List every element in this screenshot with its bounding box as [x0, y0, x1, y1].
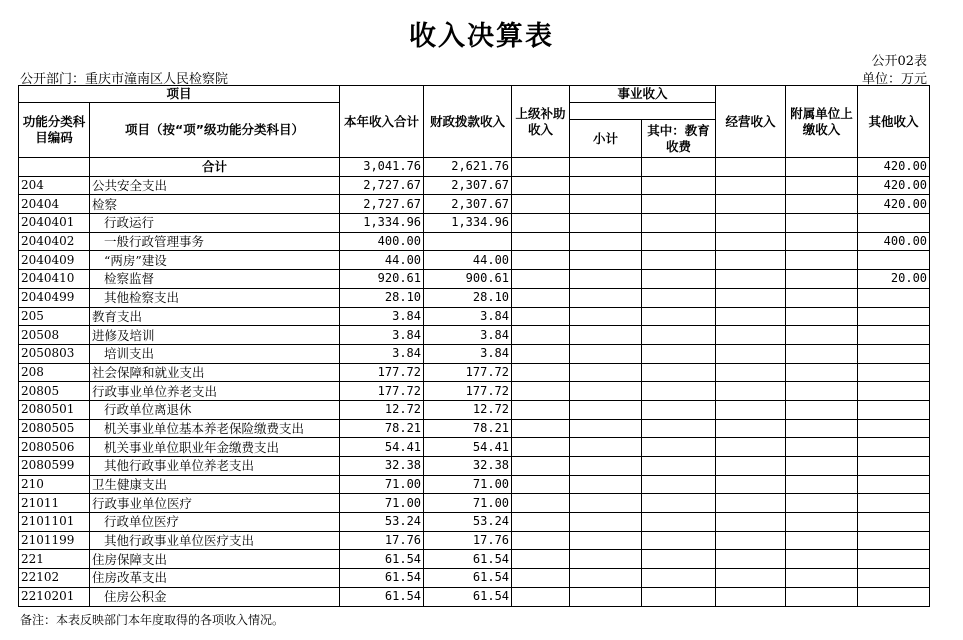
table-row: [19, 400, 930, 419]
cell-total: 61.54: [340, 550, 424, 569]
cell-biz: [570, 494, 642, 513]
cell-name: 卫生健康支出: [90, 475, 340, 494]
cell-aff: [786, 176, 858, 195]
table-body: [19, 158, 930, 607]
cell-total: 3.84: [340, 307, 424, 326]
cell-name: 行政事业单位养老支出: [90, 382, 340, 401]
cell-other: [858, 251, 930, 270]
table-row: [19, 494, 930, 513]
header-other: 其他收入: [858, 86, 930, 158]
cell-code: 2050803: [19, 344, 90, 363]
cell-op: [716, 494, 786, 513]
cell-name: “两房”建设: [90, 251, 340, 270]
cell-superior: [512, 382, 570, 401]
table-row: [19, 326, 930, 345]
cell-other: 20.00: [858, 270, 930, 289]
cell-other: [858, 344, 930, 363]
cell-biz: [570, 382, 642, 401]
cell-aff: [786, 569, 858, 588]
cell-fiscal: 61.54: [424, 569, 512, 588]
cell-fiscal: 177.72: [424, 363, 512, 382]
cell-superior: [512, 587, 570, 606]
cell-code: 2080505: [19, 419, 90, 438]
cell-biz: [570, 288, 642, 307]
cell-other: [858, 438, 930, 457]
cell-name: 教育支出: [90, 307, 340, 326]
table-row: [19, 176, 930, 195]
cell-edu: [642, 400, 716, 419]
cell-aff: [786, 344, 858, 363]
cell-fiscal: 3.84: [424, 326, 512, 345]
cell-name: 检察监督: [90, 270, 340, 289]
cell-total: 44.00: [340, 251, 424, 270]
cell-name: 其他检察支出: [90, 288, 340, 307]
table-row: [19, 550, 930, 569]
cell-superior: [512, 363, 570, 382]
cell-aff: [786, 494, 858, 513]
cell-name: 其他行政事业单位医疗支出: [90, 531, 340, 550]
cell-total: 1,334.96: [340, 214, 424, 233]
cell-superior: [512, 531, 570, 550]
cell-edu: [642, 531, 716, 550]
cell-total: 17.76: [340, 531, 424, 550]
cell-other: [858, 457, 930, 476]
cell-biz: [570, 400, 642, 419]
cell-superior: [512, 550, 570, 569]
cell-other: [858, 494, 930, 513]
cell-op: [716, 307, 786, 326]
footnote: 备注：本表反映部门本年度取得的各项收入情况。: [20, 613, 285, 627]
cell-superior: [512, 569, 570, 588]
table-row: [19, 270, 930, 289]
cell-fiscal: 1,334.96: [424, 214, 512, 233]
cell-op: [716, 400, 786, 419]
page-title: 收入决算表: [409, 21, 554, 52]
header-business-subtotal: 小计: [570, 120, 642, 158]
cell-edu: [642, 382, 716, 401]
cell-superior: [512, 288, 570, 307]
cell-aff: [786, 307, 858, 326]
cell-biz: [570, 531, 642, 550]
cell-biz: [570, 270, 642, 289]
cell-other: [858, 419, 930, 438]
cell-op: [716, 475, 786, 494]
cell-other: 420.00: [858, 176, 930, 195]
cell-aff: [786, 419, 858, 438]
cell-total: 32.38: [340, 457, 424, 476]
cell-fiscal: 12.72: [424, 400, 512, 419]
cell-total: 61.54: [340, 569, 424, 588]
cell-name: 其他行政事业单位养老支出: [90, 457, 340, 476]
cell-op: [716, 438, 786, 457]
cell-other: 400.00: [858, 232, 930, 251]
cell-edu: [642, 176, 716, 195]
cell-fiscal: 900.61: [424, 270, 512, 289]
cell-total: 71.00: [340, 475, 424, 494]
cell-superior: [512, 158, 570, 177]
cell-op: [716, 419, 786, 438]
cell-other: [858, 307, 930, 326]
table-row: [19, 457, 930, 476]
cell-total: 3.84: [340, 326, 424, 345]
cell-total: 3.84: [340, 344, 424, 363]
cell-op: [716, 326, 786, 345]
cell-name: 检察: [90, 195, 340, 214]
cell-code: 2040401: [19, 214, 90, 233]
header-business-group: 事业收入: [570, 86, 716, 103]
cell-biz: [570, 214, 642, 233]
cell-edu: [642, 513, 716, 532]
cell-other: [858, 531, 930, 550]
table-row: [19, 513, 930, 532]
cell-aff: [786, 288, 858, 307]
cell-edu: [642, 214, 716, 233]
cell-code: 2080506: [19, 438, 90, 457]
cell-fiscal: 177.72: [424, 382, 512, 401]
cell-code: 21011: [19, 494, 90, 513]
cell-biz: [570, 176, 642, 195]
cell-biz: [570, 513, 642, 532]
department-label: 公开部门：重庆市潼南区人民检察院: [20, 72, 229, 87]
cell-superior: [512, 176, 570, 195]
cell-biz: [570, 326, 642, 345]
cell-op: [716, 270, 786, 289]
cell-total: 28.10: [340, 288, 424, 307]
cell-aff: [786, 382, 858, 401]
table-row: [19, 195, 930, 214]
cell-fiscal: 53.24: [424, 513, 512, 532]
cell-edu: [642, 288, 716, 307]
cell-fiscal: 2,307.67: [424, 176, 512, 195]
header-operating: 经营收入: [716, 86, 786, 158]
cell-total: 2,727.67: [340, 176, 424, 195]
cell-fiscal: 61.54: [424, 550, 512, 569]
cell-fiscal: 54.41: [424, 438, 512, 457]
cell-superior: [512, 251, 570, 270]
cell-total: 177.72: [340, 363, 424, 382]
cell-biz: [570, 419, 642, 438]
cell-total: 920.61: [340, 270, 424, 289]
cell-superior: [512, 307, 570, 326]
cell-code: 204: [19, 176, 90, 195]
header-business-edu: 其中：教育收费: [642, 120, 716, 158]
cell-superior: [512, 494, 570, 513]
cell-edu: [642, 438, 716, 457]
cell-aff: [786, 195, 858, 214]
cell-edu: [642, 270, 716, 289]
cell-op: [716, 457, 786, 476]
cell-aff: [786, 475, 858, 494]
cell-fiscal: 2,621.76: [424, 158, 512, 177]
cell-code: 210: [19, 475, 90, 494]
cell-aff: [786, 531, 858, 550]
cell-fiscal: 17.76: [424, 531, 512, 550]
cell-other: [858, 400, 930, 419]
table-row: [19, 419, 930, 438]
cell-code: 2040410: [19, 270, 90, 289]
cell-code: 20805: [19, 382, 90, 401]
cell-op: [716, 288, 786, 307]
cell-code: 2101199: [19, 531, 90, 550]
cell-op: [716, 550, 786, 569]
cell-other: [858, 288, 930, 307]
header-affiliated: 附属单位上缴收入: [786, 86, 858, 158]
cell-code: 221: [19, 550, 90, 569]
income-table: [18, 85, 930, 607]
cell-name: 行政单位离退休: [90, 400, 340, 419]
cell-other: [858, 382, 930, 401]
cell-other: [858, 550, 930, 569]
cell-edu: [642, 363, 716, 382]
table-row: [19, 363, 930, 382]
cell-code: 2210201: [19, 587, 90, 606]
cell-op: [716, 531, 786, 550]
unit-label: 单位：万元: [861, 72, 927, 87]
table-row: [19, 531, 930, 550]
cell-edu: [642, 457, 716, 476]
table-row: [19, 232, 930, 251]
cell-superior: [512, 438, 570, 457]
cell-superior: [512, 232, 570, 251]
cell-biz: [570, 344, 642, 363]
cell-biz: [570, 363, 642, 382]
cell-superior: [512, 400, 570, 419]
cell-fiscal: 3.84: [424, 307, 512, 326]
cell-op: [716, 344, 786, 363]
cell-total: 400.00: [340, 232, 424, 251]
cell-other: [858, 363, 930, 382]
cell-code: 2080599: [19, 457, 90, 476]
cell-aff: [786, 214, 858, 233]
cell-other: [858, 569, 930, 588]
cell-fiscal: 61.54: [424, 587, 512, 606]
header-fiscal: 财政拨款收入: [424, 86, 512, 158]
cell-aff: [786, 326, 858, 345]
header-item-group: 项目: [19, 86, 340, 103]
cell-biz: [570, 195, 642, 214]
cell-other: 420.00: [858, 158, 930, 177]
cell-other: 420.00: [858, 195, 930, 214]
cell-name: 机关事业单位职业年金缴费支出: [90, 438, 340, 457]
cell-fiscal: 32.38: [424, 457, 512, 476]
cell-fiscal: 3.84: [424, 344, 512, 363]
header-superior: 上级补助收入: [512, 86, 570, 158]
table-row: [19, 251, 930, 270]
cell-other: [858, 326, 930, 345]
cell-superior: [512, 475, 570, 494]
header-total: 本年收入合计: [340, 86, 424, 158]
cell-edu: [642, 251, 716, 270]
cell-superior: [512, 195, 570, 214]
table-row: [19, 569, 930, 588]
cell-total: 3,041.76: [340, 158, 424, 177]
cell-biz: [570, 587, 642, 606]
cell-fiscal: 78.21: [424, 419, 512, 438]
cell-total: 2,727.67: [340, 195, 424, 214]
table-row: [19, 587, 930, 606]
cell-fiscal: 28.10: [424, 288, 512, 307]
total-row: [19, 158, 930, 177]
cell-fiscal: [424, 232, 512, 251]
cell-name: 机关事业单位基本养老保险缴费支出: [90, 419, 340, 438]
cell-edu: [642, 550, 716, 569]
cell-biz: [570, 457, 642, 476]
cell-name: 行政单位医疗: [90, 513, 340, 532]
cell-other: [858, 214, 930, 233]
cell-aff: [786, 158, 858, 177]
header-name: 项目（按“项”级功能分类科目）: [90, 103, 340, 158]
cell-edu: [642, 344, 716, 363]
cell-code: 2040499: [19, 288, 90, 307]
cell-edu: [642, 475, 716, 494]
cell-name: 行政事业单位医疗: [90, 494, 340, 513]
cell-aff: [786, 587, 858, 606]
table-row: [19, 475, 930, 494]
cell-aff: [786, 400, 858, 419]
cell-op: [716, 251, 786, 270]
cell-code: [19, 158, 90, 177]
cell-name: 一般行政管理事务: [90, 232, 340, 251]
cell-name: 住房保障支出: [90, 550, 340, 569]
cell-op: [716, 363, 786, 382]
cell-name: 合计: [90, 158, 340, 177]
cell-superior: [512, 419, 570, 438]
cell-code: 208: [19, 363, 90, 382]
cell-aff: [786, 363, 858, 382]
cell-aff: [786, 438, 858, 457]
cell-superior: [512, 513, 570, 532]
cell-edu: [642, 158, 716, 177]
cell-aff: [786, 232, 858, 251]
table-row: [19, 382, 930, 401]
cell-edu: [642, 587, 716, 606]
cell-code: 2040409: [19, 251, 90, 270]
cell-total: 177.72: [340, 382, 424, 401]
cell-code: 20404: [19, 195, 90, 214]
cell-op: [716, 214, 786, 233]
cell-biz: [570, 550, 642, 569]
cell-biz: [570, 569, 642, 588]
cell-biz: [570, 475, 642, 494]
cell-name: 公共安全支出: [90, 176, 340, 195]
cell-edu: [642, 232, 716, 251]
cell-op: [716, 569, 786, 588]
cell-name: 行政运行: [90, 214, 340, 233]
cell-op: [716, 195, 786, 214]
cell-fiscal: 2,307.67: [424, 195, 512, 214]
cell-code: 20508: [19, 326, 90, 345]
cell-edu: [642, 195, 716, 214]
cell-fiscal: 71.00: [424, 475, 512, 494]
cell-op: [716, 158, 786, 177]
cell-name: 进修及培训: [90, 326, 340, 345]
cell-superior: [512, 457, 570, 476]
cell-fiscal: 44.00: [424, 251, 512, 270]
cell-other: [858, 587, 930, 606]
cell-op: [716, 513, 786, 532]
cell-superior: [512, 270, 570, 289]
cell-edu: [642, 419, 716, 438]
cell-biz: [570, 251, 642, 270]
cell-edu: [642, 307, 716, 326]
table-row: [19, 214, 930, 233]
cell-biz: [570, 307, 642, 326]
cell-aff: [786, 270, 858, 289]
cell-fiscal: 71.00: [424, 494, 512, 513]
cell-superior: [512, 214, 570, 233]
table-row: [19, 288, 930, 307]
cell-total: 78.21: [340, 419, 424, 438]
cell-code: 2040402: [19, 232, 90, 251]
cell-biz: [570, 438, 642, 457]
cell-code: 2080501: [19, 400, 90, 419]
cell-total: 71.00: [340, 494, 424, 513]
cell-op: [716, 587, 786, 606]
cell-code: 2101101: [19, 513, 90, 532]
cell-op: [716, 232, 786, 251]
form-number: 公开02表: [871, 54, 927, 69]
cell-op: [716, 176, 786, 195]
cell-edu: [642, 569, 716, 588]
cell-biz: [570, 232, 642, 251]
cell-aff: [786, 550, 858, 569]
cell-edu: [642, 326, 716, 345]
cell-code: 205: [19, 307, 90, 326]
cell-total: 54.41: [340, 438, 424, 457]
cell-name: 社会保障和就业支出: [90, 363, 340, 382]
cell-name: 住房公积金: [90, 587, 340, 606]
cell-op: [716, 382, 786, 401]
table-row: [19, 438, 930, 457]
cell-name: 培训支出: [90, 344, 340, 363]
cell-code: 22102: [19, 569, 90, 588]
cell-superior: [512, 326, 570, 345]
cell-total: 61.54: [340, 587, 424, 606]
cell-biz: [570, 158, 642, 177]
cell-edu: [642, 494, 716, 513]
cell-name: 住房改革支出: [90, 569, 340, 588]
cell-total: 53.24: [340, 513, 424, 532]
cell-other: [858, 475, 930, 494]
cell-aff: [786, 513, 858, 532]
cell-superior: [512, 344, 570, 363]
cell-total: 12.72: [340, 400, 424, 419]
cell-aff: [786, 251, 858, 270]
table-row: [19, 344, 930, 363]
cell-other: [858, 513, 930, 532]
table-row: [19, 307, 930, 326]
cell-aff: [786, 457, 858, 476]
header-code: 功能分类科目编码: [19, 103, 90, 158]
